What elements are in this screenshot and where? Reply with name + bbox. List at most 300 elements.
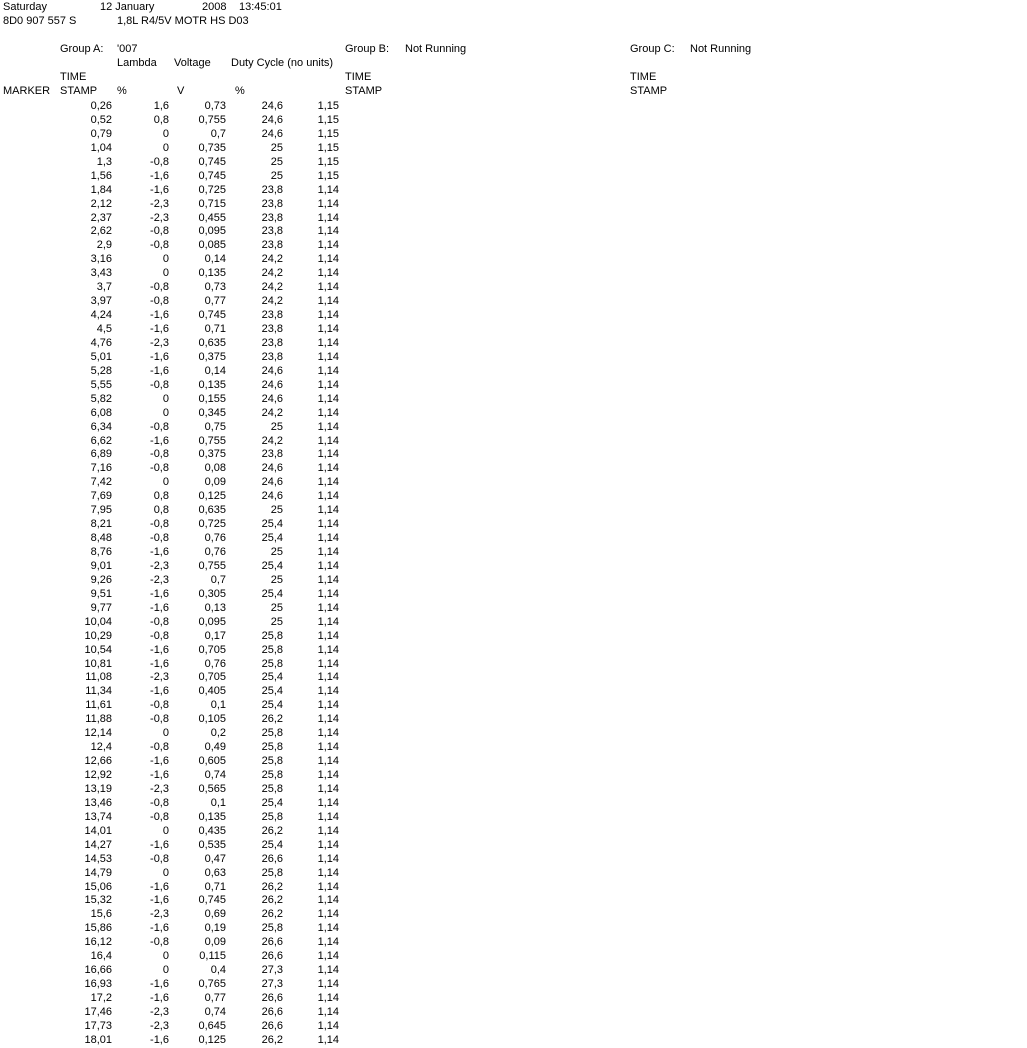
table-row xyxy=(0,811,345,825)
value-cell: 1,14 xyxy=(317,601,339,614)
voltage-cell: 0,69 xyxy=(204,908,226,921)
time-stamp-cell: 11,34 xyxy=(85,685,112,698)
value-cell: 1,14 xyxy=(317,406,339,419)
voltage-cell: 0,755 xyxy=(198,559,226,572)
duty-cycle-cell: 25,4 xyxy=(261,699,283,712)
time-stamp-cell: 7,95 xyxy=(90,504,112,517)
voltage-cell: 0,735 xyxy=(198,141,226,154)
lambda-cell: 0 xyxy=(162,127,169,140)
table-row xyxy=(0,1020,345,1034)
lambda-cell: 0 xyxy=(162,476,169,489)
table-row xyxy=(0,713,345,727)
duty-cycle-cell: 25,4 xyxy=(261,838,283,851)
table-row xyxy=(0,950,345,964)
lambda-cell: -0,8 xyxy=(150,615,169,628)
duty-cycle-cell: 25,8 xyxy=(261,643,283,656)
time-stamp-cell: 14,27 xyxy=(84,838,112,851)
value-cell: 1,14 xyxy=(317,629,339,642)
value-cell: 1,14 xyxy=(317,796,339,809)
duty-cycle-cell: 24,6 xyxy=(261,392,283,405)
duty-cycle-cell: 25,8 xyxy=(261,741,283,754)
duty-cycle-cell: 24,2 xyxy=(261,267,283,280)
value-cell: 1,14 xyxy=(317,462,339,475)
duty-cycle-cell: 26,2 xyxy=(261,1033,283,1046)
duty-cycle-cell: 24,2 xyxy=(261,295,283,308)
group-c-value: Not Running xyxy=(690,43,752,55)
time-stamp-cell: 16,4 xyxy=(90,950,112,963)
table-row xyxy=(0,435,345,449)
time-stamp-cell: 0,52 xyxy=(90,113,112,126)
value-cell: 1,14 xyxy=(317,978,339,991)
voltage-cell: 0,745 xyxy=(198,169,226,182)
value-cell: 1,14 xyxy=(317,392,339,405)
value-cell: 1,14 xyxy=(317,309,339,322)
lambda-cell: -1,6 xyxy=(150,657,169,670)
lambda-cell: -1,6 xyxy=(150,755,169,768)
duty-cycle-cell: 24,2 xyxy=(261,281,283,294)
voltage-cell: 0,135 xyxy=(198,267,226,280)
time-stamp-cell: 14,79 xyxy=(84,866,112,879)
table-row xyxy=(0,881,345,895)
duty-cycle-cell: 26,6 xyxy=(261,992,283,1004)
table-row xyxy=(0,393,345,407)
group-b-value: Not Running xyxy=(405,43,467,55)
voltage-cell: 0,105 xyxy=(198,713,226,726)
table-row xyxy=(0,476,345,490)
time-stamp-cell: 16,12 xyxy=(84,936,112,949)
table-row xyxy=(0,379,345,393)
table-row xyxy=(0,616,345,630)
lambda-cell: -0,8 xyxy=(150,518,169,531)
time-stamp-cell: 2,62 xyxy=(90,225,112,238)
time-stamp-cell: 7,16 xyxy=(90,462,112,475)
value-cell: 1,14 xyxy=(317,922,339,935)
group-b-time-label: TIME xyxy=(345,71,372,83)
lambda-cell: 0 xyxy=(162,406,169,419)
voltage-cell: 0,745 xyxy=(198,309,226,322)
voltage-cell: 0,77 xyxy=(204,295,226,308)
table-row xyxy=(0,602,345,616)
table-row xyxy=(0,309,345,323)
time-stamp-cell: 7,42 xyxy=(90,476,112,489)
duty-cycle-cell: 26,2 xyxy=(261,713,283,726)
lambda-cell: 0 xyxy=(162,253,169,266)
table-row xyxy=(0,170,345,184)
duty-cycle-cell: 26,6 xyxy=(261,936,283,949)
table-row xyxy=(0,504,345,518)
voltage-cell: 0,755 xyxy=(198,113,226,126)
duty-cycle-cell: 25,8 xyxy=(261,810,283,823)
duty-cycle-cell: 25,4 xyxy=(261,532,283,545)
lambda-cell: -2,3 xyxy=(150,573,169,586)
time-stamp-cell: 10,81 xyxy=(84,657,112,670)
lambda-cell: 0 xyxy=(162,392,169,405)
table-row xyxy=(0,658,345,672)
time-stamp-cell: 1,56 xyxy=(90,169,112,182)
group-c-time-label: TIME xyxy=(630,71,657,83)
duty-cycle-cell: 25,8 xyxy=(261,755,283,768)
time-stamp-cell: 13,19 xyxy=(84,782,112,795)
lambda-cell: -0,8 xyxy=(150,281,169,294)
time-stamp-cell: 3,7 xyxy=(96,281,112,294)
value-cell: 1,14 xyxy=(317,323,339,335)
voltage-cell: 0,765 xyxy=(198,978,226,991)
value-cell: 1,14 xyxy=(317,504,339,517)
voltage-cell: 0,635 xyxy=(198,336,226,349)
header-day: Saturday xyxy=(3,1,48,13)
table-row xyxy=(0,588,345,602)
table-row xyxy=(0,295,345,309)
lambda-cell: -2,3 xyxy=(150,1005,169,1018)
value-cell: 1,14 xyxy=(317,713,339,726)
table-row xyxy=(0,198,345,212)
table-row xyxy=(0,337,345,351)
voltage-cell: 0,125 xyxy=(198,490,226,503)
duty-cycle-cell: 26,6 xyxy=(261,1005,283,1018)
duty-cycle-cell: 25,8 xyxy=(261,727,283,740)
time-stamp-cell: 0,79 xyxy=(90,127,112,140)
group-c-stamp-label: STAMP xyxy=(630,85,668,97)
lambda-cell: 0 xyxy=(162,727,169,740)
time-stamp-cell: 9,01 xyxy=(90,559,112,572)
table-row xyxy=(0,992,345,1006)
lambda-cell: 0 xyxy=(162,824,169,837)
time-stamp-cell: 15,06 xyxy=(84,880,112,893)
lambda-cell: -0,8 xyxy=(150,699,169,712)
duty-cycle-cell: 25,4 xyxy=(261,796,283,809)
lambda-cell: -1,6 xyxy=(150,350,169,363)
table-row xyxy=(0,1034,345,1048)
value-cell: 1,14 xyxy=(317,964,339,977)
lambda-cell: -2,3 xyxy=(150,782,169,795)
value-cell: 1,14 xyxy=(317,546,339,558)
voltage-cell: 0,345 xyxy=(198,406,226,419)
duty-cycle-cell: 25,8 xyxy=(261,629,283,642)
lambda-cell: 0 xyxy=(162,950,169,963)
table-row xyxy=(0,894,345,908)
voltage-cell: 0,535 xyxy=(198,838,226,851)
voltage-cell: 0,7 xyxy=(210,573,226,586)
duty-cycle-cell: 26,6 xyxy=(261,1019,283,1032)
duty-cycle-cell: 23,8 xyxy=(261,197,283,210)
lambda-cell: -0,8 xyxy=(150,810,169,823)
duty-cycle-cell: 25,8 xyxy=(261,782,283,795)
lambda-cell: 0 xyxy=(162,964,169,977)
lambda-cell: -2,3 xyxy=(150,197,169,210)
lambda-cell: -0,8 xyxy=(150,378,169,391)
lambda-cell: 1,6 xyxy=(153,100,169,112)
lambda-cell: -1,6 xyxy=(150,183,169,196)
voltage-cell: 0,705 xyxy=(198,643,226,656)
lambda-cell: -0,8 xyxy=(150,295,169,308)
value-cell: 1,14 xyxy=(317,1019,339,1032)
col-time-label: TIME xyxy=(60,71,87,83)
lambda-cell: -1,6 xyxy=(150,880,169,893)
duty-cycle-cell: 25 xyxy=(270,615,283,628)
value-cell: 1,14 xyxy=(317,894,339,907)
table-row xyxy=(0,225,345,239)
value-cell: 1,14 xyxy=(317,1005,339,1018)
lambda-cell: -0,8 xyxy=(150,713,169,726)
value-cell: 1,14 xyxy=(317,769,339,781)
time-stamp-cell: 4,76 xyxy=(90,336,112,349)
time-stamp-cell: 10,29 xyxy=(84,629,112,642)
voltage-cell: 0,49 xyxy=(204,741,226,754)
table-row xyxy=(0,184,345,198)
duty-cycle-cell: 25,4 xyxy=(261,685,283,698)
col-voltage-unit: V xyxy=(177,85,185,97)
value-cell: 1,14 xyxy=(317,685,339,698)
lambda-cell: -0,8 xyxy=(150,225,169,238)
lambda-cell: -0,8 xyxy=(150,796,169,809)
lambda-cell: -2,3 xyxy=(150,211,169,224)
time-stamp-cell: 5,82 xyxy=(90,392,112,405)
value-cell: 1,14 xyxy=(317,518,339,531)
value-cell: 1,14 xyxy=(317,852,339,865)
duty-cycle-cell: 26,2 xyxy=(261,894,283,907)
value-cell: 1,15 xyxy=(317,169,339,182)
time-stamp-cell: 10,04 xyxy=(84,615,112,628)
lambda-cell: -1,6 xyxy=(150,309,169,322)
voltage-cell: 0,755 xyxy=(198,434,226,447)
header-time: 13:45:01 xyxy=(239,1,282,13)
time-stamp-cell: 11,61 xyxy=(85,699,112,712)
voltage-cell: 0,095 xyxy=(198,225,226,238)
voltage-cell: 0,455 xyxy=(198,211,226,224)
value-cell: 1,14 xyxy=(317,281,339,294)
lambda-cell: -1,6 xyxy=(150,922,169,935)
voltage-cell: 0,75 xyxy=(204,420,226,433)
lambda-cell: -1,6 xyxy=(150,364,169,377)
time-stamp-cell: 13,74 xyxy=(84,810,112,823)
voltage-cell: 0,09 xyxy=(204,476,226,489)
time-stamp-cell: 2,9 xyxy=(96,239,112,252)
voltage-cell: 0,725 xyxy=(198,183,226,196)
time-stamp-cell: 2,12 xyxy=(90,197,112,210)
duty-cycle-cell: 24,6 xyxy=(261,127,283,140)
time-stamp-cell: 13,46 xyxy=(84,796,112,809)
table-row xyxy=(0,699,345,713)
header-date: 12 January xyxy=(100,1,155,13)
voltage-cell: 0,605 xyxy=(198,755,226,768)
value-cell: 1,14 xyxy=(317,573,339,586)
duty-cycle-cell: 25,4 xyxy=(261,518,283,531)
col-lambda-label: Lambda xyxy=(117,57,157,69)
value-cell: 1,14 xyxy=(317,239,339,252)
table-row xyxy=(0,908,345,922)
time-stamp-cell: 1,04 xyxy=(90,141,112,154)
voltage-cell: 0,71 xyxy=(204,880,226,893)
voltage-cell: 0,47 xyxy=(204,852,226,865)
duty-cycle-cell: 26,2 xyxy=(261,824,283,837)
voltage-cell: 0,13 xyxy=(204,601,226,614)
voltage-cell: 0,74 xyxy=(204,1005,226,1018)
lambda-cell: -0,8 xyxy=(150,448,169,461)
value-cell: 1,14 xyxy=(317,587,339,600)
value-cell: 1,15 xyxy=(317,141,339,154)
value-cell: 1,14 xyxy=(317,824,339,837)
group-a-label: Group A: xyxy=(60,43,104,55)
table-row xyxy=(0,156,345,170)
duty-cycle-cell: 23,8 xyxy=(261,336,283,349)
duty-cycle-cell: 23,8 xyxy=(261,183,283,196)
table-row xyxy=(0,978,345,992)
table-row xyxy=(0,448,345,462)
duty-cycle-cell: 24,6 xyxy=(261,378,283,391)
duty-cycle-cell: 25 xyxy=(270,546,283,558)
time-stamp-cell: 17,2 xyxy=(90,992,112,1004)
time-stamp-cell: 11,08 xyxy=(85,671,112,684)
table-row xyxy=(0,685,345,699)
lambda-cell: -0,8 xyxy=(150,420,169,433)
voltage-cell: 0,375 xyxy=(198,448,226,461)
table-row xyxy=(0,407,345,421)
value-cell: 1,14 xyxy=(317,615,339,628)
group-a-value: '007 xyxy=(117,43,138,55)
duty-cycle-cell: 25,4 xyxy=(261,559,283,572)
duty-cycle-cell: 24,6 xyxy=(261,476,283,489)
value-cell: 1,14 xyxy=(317,671,339,684)
table-row xyxy=(0,755,345,769)
time-stamp-cell: 9,26 xyxy=(90,573,112,586)
duty-cycle-cell: 24,6 xyxy=(261,462,283,475)
value-cell: 1,14 xyxy=(317,657,339,670)
table-row xyxy=(0,128,345,142)
time-stamp-cell: 11,88 xyxy=(85,713,112,726)
time-stamp-cell: 8,76 xyxy=(90,546,112,558)
table-row xyxy=(0,839,345,853)
value-cell: 1,14 xyxy=(317,295,339,308)
lambda-cell: -2,3 xyxy=(150,1019,169,1032)
lambda-cell: -2,3 xyxy=(150,336,169,349)
voltage-cell: 0,71 xyxy=(204,323,226,335)
duty-cycle-cell: 26,2 xyxy=(261,880,283,893)
col-duty-cycle-label: Duty Cycle (no units) xyxy=(231,57,334,69)
lambda-cell: -0,8 xyxy=(150,629,169,642)
lambda-cell: -1,6 xyxy=(150,587,169,600)
value-cell: 1,14 xyxy=(317,950,339,963)
voltage-cell: 0,435 xyxy=(198,824,226,837)
duty-cycle-cell: 24,6 xyxy=(261,364,283,377)
voltage-cell: 0,76 xyxy=(204,532,226,545)
value-cell: 1,14 xyxy=(317,936,339,949)
lambda-cell: -1,6 xyxy=(150,434,169,447)
value-cell: 1,14 xyxy=(317,267,339,280)
duty-cycle-cell: 24,6 xyxy=(261,490,283,503)
table-row xyxy=(0,825,345,839)
value-cell: 1,14 xyxy=(317,755,339,768)
lambda-cell: -0,8 xyxy=(150,852,169,865)
duty-cycle-cell: 24,6 xyxy=(261,113,283,126)
value-cell: 1,14 xyxy=(317,908,339,921)
duty-cycle-cell: 24,6 xyxy=(261,100,283,112)
table-row xyxy=(0,922,345,936)
voltage-cell: 0,73 xyxy=(204,100,226,112)
duty-cycle-cell: 25 xyxy=(270,141,283,154)
time-stamp-cell: 10,54 xyxy=(84,643,112,656)
voltage-cell: 0,135 xyxy=(198,810,226,823)
voltage-cell: 0,63 xyxy=(204,866,226,879)
table-row xyxy=(0,630,345,644)
duty-cycle-cell: 24,2 xyxy=(261,406,283,419)
voltage-cell: 0,1 xyxy=(210,699,226,712)
table-row xyxy=(0,253,345,267)
duty-cycle-cell: 25,8 xyxy=(261,866,283,879)
lambda-cell: 0 xyxy=(162,267,169,280)
table-row xyxy=(0,867,345,881)
value-cell: 1,14 xyxy=(317,838,339,851)
voltage-cell: 0,76 xyxy=(204,657,226,670)
lambda-cell: -1,6 xyxy=(150,1033,169,1046)
voltage-cell: 0,135 xyxy=(198,378,226,391)
time-stamp-cell: 15,6 xyxy=(90,908,112,921)
table-row xyxy=(0,727,345,741)
time-stamp-cell: 4,24 xyxy=(90,309,112,322)
value-cell: 1,14 xyxy=(317,643,339,656)
voltage-cell: 0,375 xyxy=(198,350,226,363)
table-row xyxy=(0,936,345,950)
duty-cycle-cell: 23,8 xyxy=(261,225,283,238)
table-row xyxy=(0,239,345,253)
value-cell: 1,14 xyxy=(317,364,339,377)
table-row xyxy=(0,853,345,867)
voltage-cell: 0,745 xyxy=(198,155,226,168)
col-voltage-label: Voltage xyxy=(174,57,211,69)
table-row xyxy=(0,518,345,532)
time-stamp-cell: 3,16 xyxy=(90,253,112,266)
time-stamp-cell: 16,66 xyxy=(84,964,112,977)
duty-cycle-cell: 23,8 xyxy=(261,309,283,322)
value-cell: 1,14 xyxy=(317,1033,339,1046)
time-stamp-cell: 1,3 xyxy=(96,155,112,168)
time-stamp-cell: 12,4 xyxy=(90,741,112,754)
group-b-stamp-label: STAMP xyxy=(345,85,383,97)
voltage-cell: 0,14 xyxy=(204,364,226,377)
time-stamp-cell: 3,43 xyxy=(90,267,112,280)
voltage-cell: 0,635 xyxy=(198,504,226,517)
value-cell: 1,14 xyxy=(317,880,339,893)
duty-cycle-cell: 23,8 xyxy=(261,448,283,461)
voltage-cell: 0,405 xyxy=(198,685,226,698)
table-row xyxy=(0,267,345,281)
duty-cycle-cell: 24,2 xyxy=(261,253,283,266)
value-cell: 1,14 xyxy=(317,350,339,363)
time-stamp-cell: 14,01 xyxy=(84,824,112,837)
table-row xyxy=(0,114,345,128)
lambda-cell: -1,6 xyxy=(150,978,169,991)
time-stamp-cell: 17,46 xyxy=(84,1005,112,1018)
lambda-cell: -2,3 xyxy=(150,671,169,684)
table-row xyxy=(0,490,345,504)
duty-cycle-cell: 25 xyxy=(270,420,283,433)
table-row xyxy=(0,421,345,435)
col-stamp-label: STAMP xyxy=(60,85,98,97)
time-stamp-cell: 12,14 xyxy=(84,727,112,740)
lambda-cell: -2,3 xyxy=(150,908,169,921)
time-stamp-cell: 4,5 xyxy=(96,323,112,335)
data-table xyxy=(0,100,345,1048)
group-c-label: Group C: xyxy=(630,43,675,55)
duty-cycle-cell: 25,8 xyxy=(261,769,283,781)
value-cell: 1,14 xyxy=(317,448,339,461)
voltage-cell: 0,745 xyxy=(198,894,226,907)
voltage-cell: 0,115 xyxy=(199,950,226,963)
value-cell: 1,14 xyxy=(317,532,339,545)
lambda-cell: -2,3 xyxy=(150,559,169,572)
time-stamp-cell: 14,53 xyxy=(84,852,112,865)
voltage-cell: 0,2 xyxy=(210,727,226,740)
lambda-cell: -0,8 xyxy=(150,936,169,949)
